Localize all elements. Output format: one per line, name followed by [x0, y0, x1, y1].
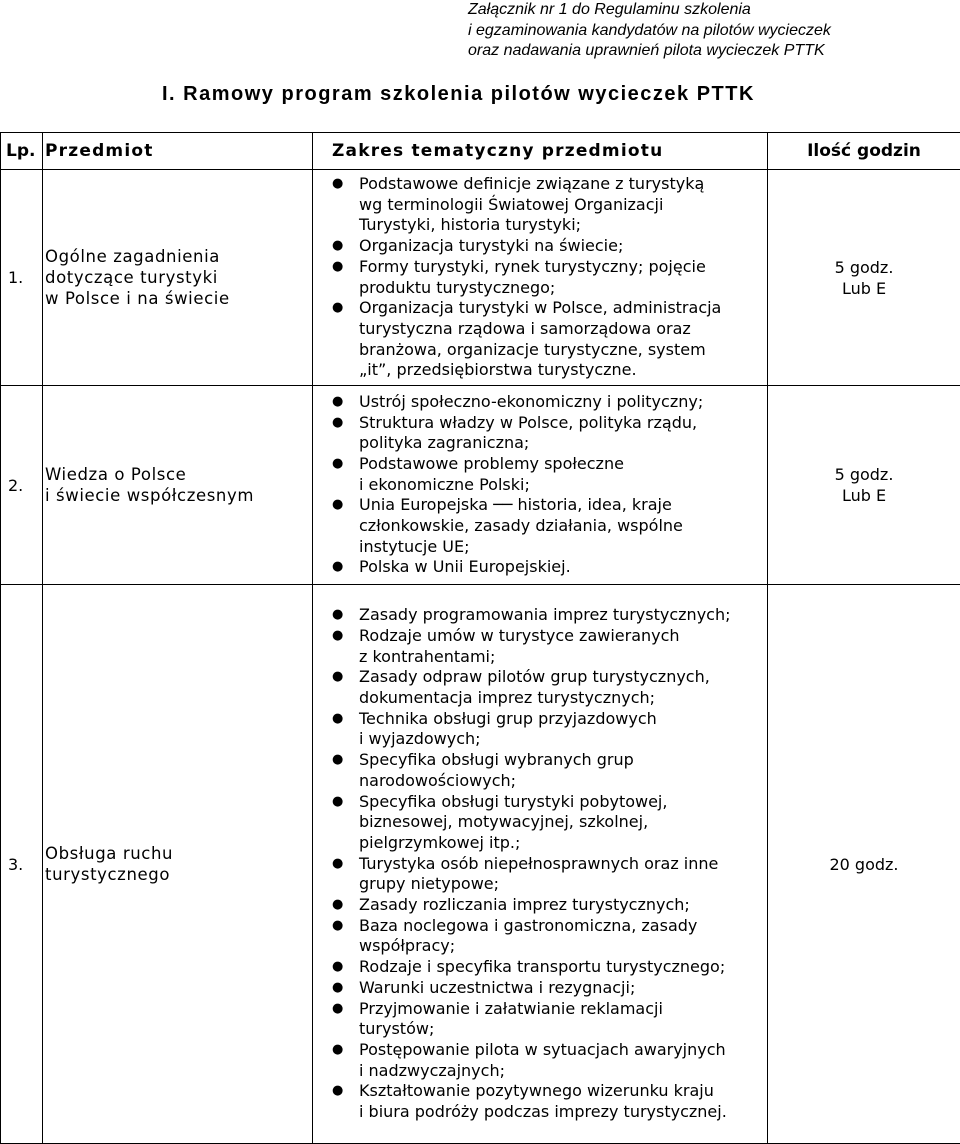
scope-cell — [313, 170, 768, 386]
topic-item — [313, 792, 767, 854]
topic-item — [313, 1040, 767, 1081]
topic-text: Specyfika obsługi turystyki pobytowej, — [359, 792, 767, 813]
topic-item — [313, 750, 767, 791]
topic-text: polityka zagraniczna; — [359, 433, 767, 454]
row-number: 3. — [1, 585, 43, 1144]
column-header-lp: Lp. — [1, 133, 43, 170]
table-header-row — [1, 133, 960, 170]
topic-list — [313, 174, 767, 381]
topic-item — [313, 667, 767, 708]
topic-text: pielgrzymkowej itp.; — [359, 833, 767, 854]
topic-text: narodowościowych; — [359, 771, 767, 792]
bullet-icon: ● — [332, 454, 343, 475]
hours-value: 5 godz. — [768, 257, 960, 278]
topic-text: Specyfika obsługi wybranych grup — [359, 750, 767, 771]
topic-text: Technika obsługi grup przyjazdowych — [359, 709, 767, 730]
topic-text: Przyjmowanie i załatwianie reklamacji — [359, 999, 767, 1020]
bullet-icon: ● — [332, 916, 343, 937]
bullet-icon: ● — [332, 978, 343, 999]
bullet-icon: ● — [332, 1040, 343, 1061]
topic-text: Zasady rozliczania imprez turystycznych; — [359, 895, 767, 916]
topic-item — [313, 236, 767, 257]
hours-cell — [768, 585, 960, 1144]
subject-cell — [43, 386, 313, 585]
bullet-icon: ● — [332, 895, 343, 916]
topic-item — [313, 978, 767, 999]
subject-line: Ogólne zagadnienia — [45, 246, 312, 267]
bullet-icon: ● — [332, 392, 343, 413]
subject-cell — [43, 585, 313, 1144]
bullet-icon: ● — [332, 174, 343, 195]
bullet-icon: ● — [332, 667, 343, 688]
table-row — [1, 386, 960, 585]
bullet-icon: ● — [332, 999, 343, 1020]
bullet-icon: ● — [332, 605, 343, 626]
hours-cell — [768, 386, 960, 585]
topic-text: Kształtowanie pozytywnego wizerunku kraju — [359, 1081, 767, 1102]
attachment-note-line: oraz nadawania uprawnień pilota wycieczek PTTK — [468, 41, 831, 62]
hours-cell — [768, 170, 960, 386]
topic-text: Formy turystyki, rynek turystyczny; pojęcie — [359, 257, 767, 278]
column-header-scope: Zakres tematyczny przedmiotu — [313, 133, 768, 170]
subject-line: w Polsce i na świecie — [45, 288, 312, 309]
bullet-icon: ● — [332, 626, 343, 647]
bullet-icon: ● — [332, 1081, 343, 1102]
program-table — [0, 132, 960, 1144]
bullet-icon: ● — [332, 709, 343, 730]
page-title: I. Ramowy program szkolenia pilotów wycieczek PTTK — [162, 83, 755, 106]
topic-item — [313, 916, 767, 957]
topic-text: Ustrój społeczno-ekonomiczny i polityczny; — [359, 392, 767, 413]
topic-text: branżowa, organizacje turystyczne, system — [359, 340, 767, 361]
topic-text: instytucje UE; — [359, 537, 767, 558]
topic-text: turystów; — [359, 1019, 767, 1040]
scope-cell — [313, 386, 768, 585]
topic-text: turystyczna rządowa i samorządowa oraz — [359, 319, 767, 340]
subject-cell — [43, 170, 313, 386]
topic-list — [313, 605, 767, 1123]
topic-text: z kontrahentami; — [359, 647, 767, 668]
table-row — [1, 170, 960, 386]
topic-text: Podstawowe problemy społeczne — [359, 454, 767, 475]
topic-item — [313, 557, 767, 578]
topic-text: biznesowej, motywacyjnej, szkolnej, — [359, 812, 767, 833]
bullet-icon: ● — [332, 957, 343, 978]
topic-text: Podstawowe definicje związane z turystyką — [359, 174, 767, 195]
topic-item — [313, 626, 767, 667]
table-row — [1, 585, 960, 1144]
bullet-icon: ● — [332, 792, 343, 813]
subject-line: Obsługa ruchu — [45, 843, 312, 864]
topic-text: i nadzwyczajnych; — [359, 1061, 767, 1082]
scope-cell — [313, 585, 768, 1144]
column-header-hours: Ilość godzin — [768, 133, 960, 170]
bullet-icon: ● — [332, 557, 343, 578]
subject-line: Wiedza o Polsce — [45, 464, 312, 485]
hours-value: 20 godz. — [768, 854, 960, 875]
topic-text: Zasady programowania imprez turystycznych; — [359, 605, 767, 626]
hours-value: Lub E — [768, 485, 960, 506]
attachment-note-line: i egzaminowania kandydatów na pilotów wycieczek — [468, 21, 831, 42]
subject-line: i świecie współczesnym — [45, 485, 312, 506]
hours-value: 5 godz. — [768, 464, 960, 485]
topic-item — [313, 257, 767, 298]
topic-item — [313, 174, 767, 236]
topic-text: „it”, przedsiębiorstwa turystyczne. — [359, 360, 767, 381]
topic-text: Organizacja turystyki na świecie; — [359, 236, 767, 257]
bullet-icon: ● — [332, 298, 343, 319]
topic-item — [313, 957, 767, 978]
topic-text: Warunki uczestnictwa i rezygnacji; — [359, 978, 767, 999]
topic-text: Polska w Unii Europejskiej. — [359, 557, 767, 578]
row-number: 1. — [1, 170, 43, 386]
bullet-icon: ● — [332, 495, 343, 516]
attachment-note-line: Załącznik nr 1 do Regulaminu szkolenia — [468, 0, 831, 21]
topic-text: Rodzaje i specyfika transportu turystycznego; — [359, 957, 767, 978]
topic-item — [313, 298, 767, 381]
topic-text: Turystyka osób niepełnosprawnych oraz inne — [359, 854, 767, 875]
subject-line: turystycznego — [45, 864, 312, 885]
topic-text: Struktura władzy w Polsce, polityka rządu, — [359, 413, 767, 434]
topic-item — [313, 999, 767, 1040]
bullet-icon: ● — [332, 750, 343, 771]
subject-line: dotyczące turystyki — [45, 267, 312, 288]
topic-text: i biura podróży podczas imprezy turystycznej. — [359, 1102, 767, 1123]
attachment-note — [468, 0, 831, 62]
topic-text: grupy nietypowe; — [359, 874, 767, 895]
topic-text: i ekonomiczne Polski; — [359, 475, 767, 496]
topic-item — [313, 1081, 767, 1122]
topic-list — [313, 392, 767, 578]
topic-item — [313, 495, 767, 557]
topic-text: Zasady odpraw pilotów grup turystycznych, — [359, 667, 767, 688]
topic-item — [313, 454, 767, 495]
topic-item — [313, 605, 767, 626]
topic-text: Unia Europejska ── historia, idea, kraje — [359, 495, 767, 516]
hours-value: Lub E — [768, 278, 960, 299]
topic-text: Turystyki, historia turystyki; — [359, 215, 767, 236]
topic-text: produktu turystycznego; — [359, 278, 767, 299]
topic-item — [313, 854, 767, 895]
topic-item — [313, 392, 767, 413]
topic-text: wg terminologii Światowej Organizacji — [359, 195, 767, 216]
row-number: 2. — [1, 386, 43, 585]
topic-text: Organizacja turystyki w Polsce, administracja — [359, 298, 767, 319]
column-header-subject: Przedmiot — [43, 133, 313, 170]
bullet-icon: ● — [332, 854, 343, 875]
bullet-icon: ● — [332, 413, 343, 434]
bullet-icon: ● — [332, 257, 343, 278]
topic-text: członkowskie, zasady działania, wspólne — [359, 516, 767, 537]
topic-text: dokumentacja imprez turystycznych; — [359, 688, 767, 709]
topic-text: Postępowanie pilota w sytuacjach awaryjnych — [359, 1040, 767, 1061]
topic-item — [313, 895, 767, 916]
topic-text: i wyjazdowych; — [359, 729, 767, 750]
topic-item — [313, 709, 767, 750]
topic-text: współpracy; — [359, 936, 767, 957]
bullet-icon: ● — [332, 236, 343, 257]
topic-text: Baza noclegowa i gastronomiczna, zasady — [359, 916, 767, 937]
topic-text: Rodzaje umów w turystyce zawieranych — [359, 626, 767, 647]
topic-item — [313, 413, 767, 454]
